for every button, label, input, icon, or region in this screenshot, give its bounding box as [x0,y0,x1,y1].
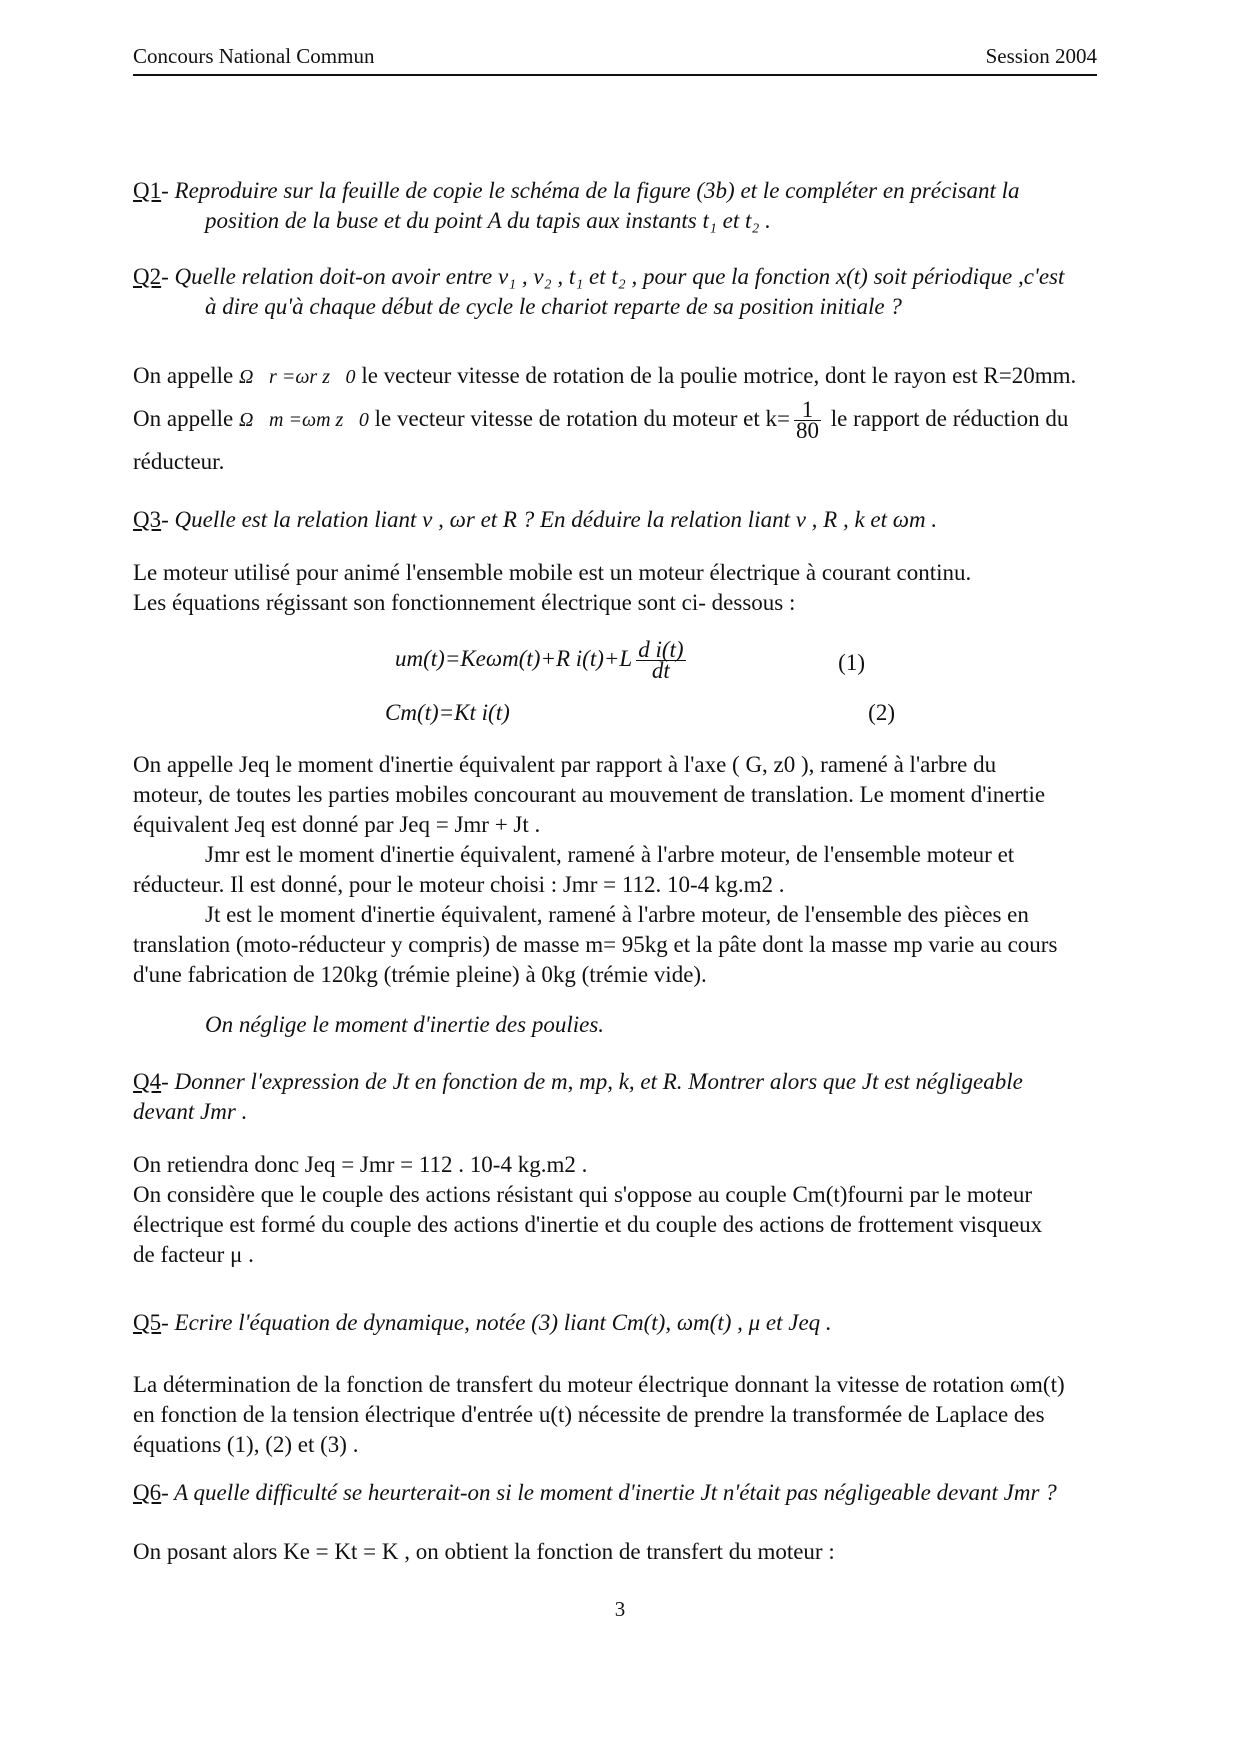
p3-l8: d'une fabrication de 120kg (trémie pleine) à 0kg (trémie vide). [133,962,707,987]
q6-label: Q6 [133,1480,162,1505]
p2-l2: Les équations régissant son fonctionnement électrique sont ci- dessous : [133,590,796,615]
k-numerator: 1 [794,400,821,421]
question-q1 [133,176,1103,236]
p3-l1: On appelle Jeq le moment d'inertie équivalent par rapport à l'axe ( G, z0 ), ramené à l'arbre du [133,752,997,777]
p3-l6: Jt est le moment d'inertie équivalent, ramené à l'arbre moteur, de l'ensemble des pièces en [205,902,1029,927]
question-q5 [133,1308,1103,1338]
equations-block [385,637,895,740]
question-q3 [133,505,1103,535]
paragraph-transfer: On posant alors Ke = Kt = K , on obtient la fonction de transfert du moteur : [133,1539,835,1564]
page-header [133,44,1097,76]
eq1-denominator: dt [651,658,670,683]
q4-label: Q4 [133,1069,162,1094]
p3-l7: translation (moto-réducteur y compris) de masse m= 95kg et la pâte dont la masse mp varie au cours [133,932,1058,957]
q3-label: Q3 [133,507,162,532]
p5-l1: La détermination de la fonction de transfert du moteur électrique donnant la vitesse de rotation ωm(t) [133,1372,1065,1397]
p4-l4: de facteur μ . [133,1242,254,1267]
q2-line2: à dire qu'à chaque début de cycle le chariot reparte de sa position initiale ? [205,294,902,319]
q1-line2: position de la buse et du point A du tapis aux instants t₁ et t₂ . [205,208,771,233]
p1-l2-post: le rapport de réduction du [824,406,1069,431]
eq1-fraction [636,637,685,683]
q6-text: - A quelle difficulté se heurterait-on si le moment d'inertie Jt n'était pas négligeable devant Jmr ? [161,1480,1057,1505]
note-pulleys: On néglige le moment d'inertie des poulies. [205,1012,605,1037]
k-denominator: 80 [795,418,819,444]
equation-1 [395,637,690,683]
eq2-number: (2) [868,700,895,725]
p1-l1-pre: On appelle [133,363,240,388]
q4-line2: devant Jmr . [133,1099,248,1124]
p4-l1: On retiendra donc Jeq = Jmr = 112 . 10-4 kg.m2 . [133,1152,588,1177]
p1-l3: réducteur. [133,449,225,475]
question-q6 [133,1478,1103,1508]
paragraph-motor [133,558,1103,618]
question-q2 [133,262,1103,322]
paragraph-laplace [133,1370,1103,1460]
p5-l2: en fonction de la tension électrique d'entrée u(t) nécessite de prendre la transformée de Laplace des [133,1402,1045,1427]
p1-l2-mid: le vecteur vitesse de rotation du moteur et k= [368,406,790,431]
p1-l2-pre: On appelle [133,406,240,431]
p3-l4: Jmr est le moment d'inertie équivalent, ramené à l'arbre moteur, de l'ensemble moteur et [205,842,1015,867]
page-number: 3 [614,1597,626,1621]
p3-l5: réducteur. Il est donné, pour le moteur choisi : Jmr = 112. 10-4 kg.m2 . [133,872,785,897]
q1-label: Q1 [133,178,162,203]
equation-2: Cm(t)=Kt i(t) [385,700,510,725]
q3-text: - Quelle est la relation liant v , ωr et R ? En déduire la relation liant v , R , k et ωm . [161,507,938,532]
eq1-numerator: d i(t) [638,637,684,662]
header-title: Concours National Commun [133,44,375,68]
paragraph-inertia [133,750,1103,990]
header-session: Session 2004 [985,44,1097,68]
eq1-lhs: um(t)=Keωm(t)+R i(t)+L [395,645,633,671]
q1-line1: - Reproduire sur la feuille de copie le schéma de la figure (3b) et le compléter en précisant la [161,178,1020,203]
omega-m-vector: Ω⃗m =ωm z⃗0 [239,409,369,431]
q4-line1: - Donner l'expression de Jt en fonction de m, mp, k, et R. Montrer alors que Jt est négligeable [161,1069,1023,1094]
p1-l1-post: le vecteur vitesse de rotation de la poulie motrice, dont le rayon est R=20mm. [355,363,1077,388]
k-fraction [794,397,821,444]
q2-label: Q2 [133,264,162,289]
p4-l3: électrique est formé du couple des actions d'inertie et du couple des actions de frottement visqueux [133,1212,1043,1237]
q5-text: - Ecrire l'équation de dynamique, notée (3) liant Cm(t), ωm(t) , μ et Jeq . [161,1310,832,1335]
q5-label: Q5 [133,1310,162,1335]
paragraph-rotation [133,355,1103,483]
eq1-number: (1) [838,650,865,675]
p3-l2: moteur, de toutes les parties mobiles concourant au mouvement de translation. Le moment d'inertie [133,782,1046,807]
p4-l2: On considère que le couple des actions résistant qui s'oppose au couple Cm(t)fourni par le moteur [133,1182,1032,1207]
q2-line1: - Quelle relation doit-on avoir entre v₁ , v₂ , t₁ et t₂ , pour que la fonction x(t) soit périodique ,c'est [161,264,1065,289]
p3-l3: équivalent Jeq est donné par Jeq = Jmr + Jt . [133,812,541,837]
omega-r-vector: Ω⃗r =ωr z⃗0 [239,366,356,388]
p5-l3: équations (1), (2) et (3) . [133,1432,359,1457]
question-q4 [133,1067,1103,1127]
paragraph-torque [133,1150,1103,1270]
p2-l1: Le moteur utilisé pour animé l'ensemble mobile est un moteur électrique à courant continu. [133,560,972,585]
